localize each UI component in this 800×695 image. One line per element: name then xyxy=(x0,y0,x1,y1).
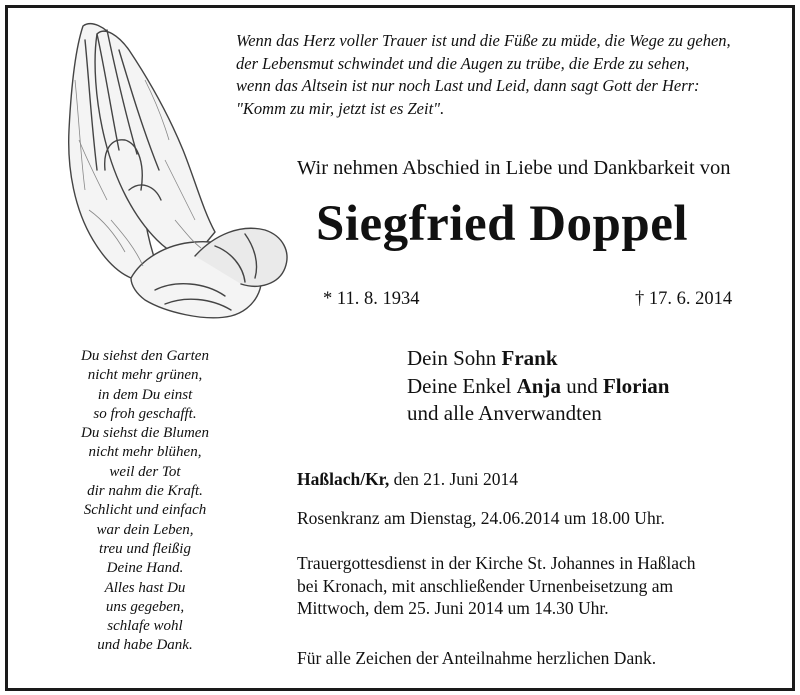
service-line: Mittwoch, dem 25. Juni 2014 um 14.30 Uhr. xyxy=(297,598,609,618)
poem-line: schlafe wohl xyxy=(107,618,183,635)
birth-date: * 11. 8. 1934 xyxy=(323,289,420,309)
poem-line: dir nahm die Kraft. xyxy=(87,483,203,500)
poem-line: Schlicht und einfach xyxy=(83,502,207,519)
quote-line: "Komm zu mir, jetzt ist es Zeit". xyxy=(236,98,445,118)
grandchildren-label: Deine Enkel xyxy=(407,373,517,398)
rosary-info: Rosenkranz am Dienstag, 24.06.2014 um 18.00 Uhr. xyxy=(297,508,665,528)
mourner-line-son xyxy=(407,345,669,373)
place-name: Haßlach/Kr, xyxy=(297,469,390,489)
poem-line: Du siehst den Garten xyxy=(81,348,209,364)
quote-line: Wenn das Herz voller Trauer ist und die Füße zu müde, die Wege zu gehen, xyxy=(236,31,731,50)
poem-line: in dem Du einst xyxy=(97,386,193,403)
service-line: Trauergottesdienst in der Kirche St. Johannes in Haßlach xyxy=(297,553,696,573)
service-info xyxy=(297,552,696,620)
poem-line: uns gegeben, xyxy=(105,598,185,615)
son-name: Frank xyxy=(501,346,558,370)
poem-line: so froh geschafft. xyxy=(93,405,197,422)
poem-line: nicht mehr blühen, xyxy=(88,444,202,461)
quote-line: wenn das Altsein ist nur noch Last und Leid, dann sagt Gott der Herr: xyxy=(236,76,700,95)
poem-line: nicht mehr grünen, xyxy=(87,367,203,384)
mourners-list xyxy=(407,345,669,428)
memorial-poem xyxy=(50,347,240,656)
poem-line: war dein Leben, xyxy=(96,521,194,538)
poem-line: und habe Dank. xyxy=(97,637,193,654)
grandchild-name: Florian xyxy=(602,373,670,398)
opening-quote xyxy=(236,30,796,120)
thanks-note: Für alle Zeichen der Anteilnahme herzlichen Dank. xyxy=(297,648,657,668)
poem-line: treu und fleißig xyxy=(99,540,191,557)
poem-line: Du siehst die Blumen xyxy=(81,425,209,442)
deceased-name: Siegfried Doppel xyxy=(316,196,689,252)
quote-line: der Lebensmut schwindet und die Augen zu trübe, die Erde zu sehen, xyxy=(236,53,690,73)
poem-line: Deine Hand. xyxy=(106,560,184,577)
notice-date: den 21. Juni 2014 xyxy=(389,469,519,489)
poem-line: Alles hast Du xyxy=(104,579,186,596)
place-date xyxy=(297,468,518,491)
mourner-line-relatives: und alle Anverwandten xyxy=(407,401,602,425)
farewell-intro: Wir nehmen Abschied in Liebe und Dankbarkeit von xyxy=(297,157,731,179)
son-label: Dein Sohn xyxy=(407,346,502,370)
service-line: bei Kronach, mit anschließender Urnenbeisetzung am xyxy=(297,575,674,596)
poem-line: weil der Tot xyxy=(109,463,181,480)
mourner-line-grandchildren xyxy=(407,373,669,401)
grandchild-name: Anja xyxy=(516,373,561,398)
death-date: † 17. 6. 2014 xyxy=(635,289,733,309)
conjunction: und xyxy=(560,373,603,398)
